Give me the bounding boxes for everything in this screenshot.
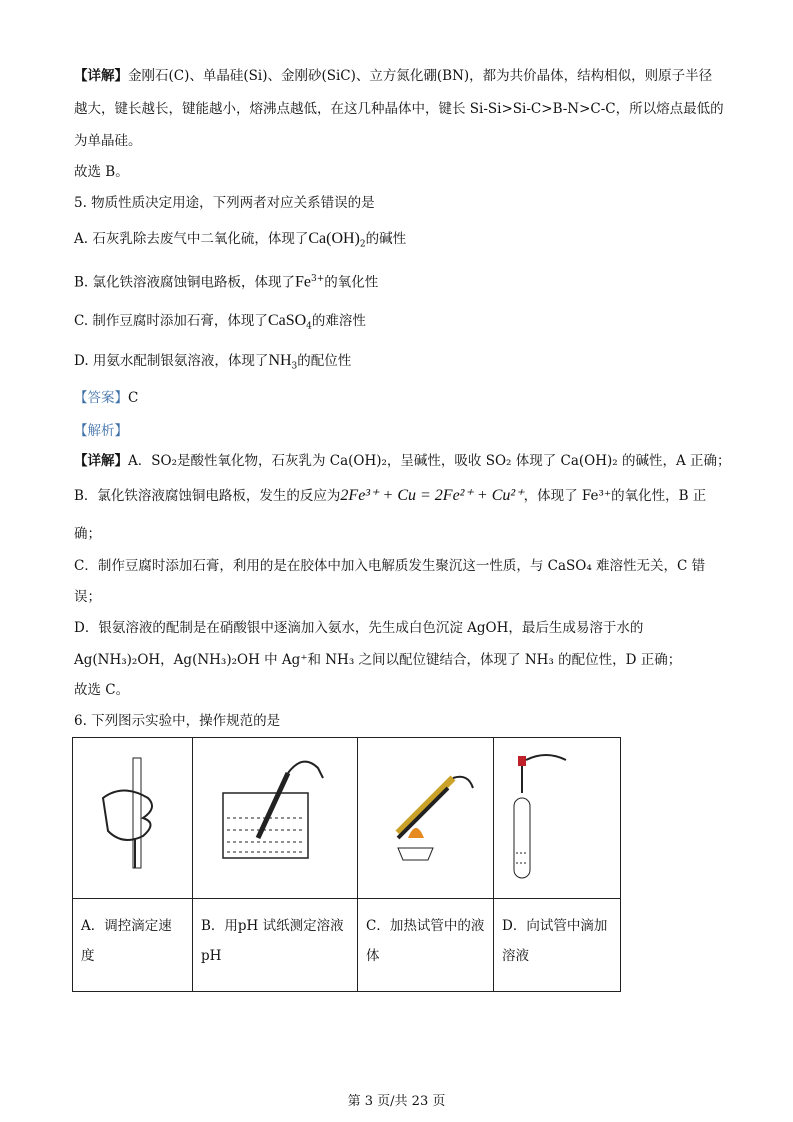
q4-detail-line2: 越大，键长越长，键能越小，熔沸点越低，在这几种晶体中，键长 Si-Si>Si-C>B-N>C-C，所以熔点最低的 [74,101,724,117]
detail-choice: 故选 C。 [74,682,130,698]
detail-a [74,451,731,471]
image-ph-test [193,738,358,899]
q5-option-b [74,269,378,293]
option-b-label: B．用pH 试纸测定溶液pH [201,918,344,964]
text: B．氯化铁溶液腐蚀铜电路板，发生的反应为 [74,488,341,504]
q6-stem: 6. 下列图示实验中，操作规范的是 [74,713,281,729]
detail-b-cont: 确； [74,526,101,542]
text: B. 氯化铁溶液腐蚀铜电路板，体现了 [74,274,296,291]
answer-label: 【答案】 [74,390,128,406]
text: 的碱性 [365,231,407,247]
analysis-label: 【解析】 [74,423,128,439]
detail-c-cont: 误； [74,589,101,605]
q5-stem: 5. 物质性质决定用途，下列两者对应关系错误的是 [74,195,375,211]
formula: CaSO [267,312,307,329]
beaker-illustration-icon [193,738,357,894]
text: 的配位性 [297,353,352,369]
option-d-label: D．向试管中滴加溶液 [502,918,608,964]
sub: 3 [291,361,298,372]
titration-illustration-icon [73,738,192,894]
sup: 3+ [311,274,325,284]
image-titration [73,738,193,899]
option-a-cell [73,899,193,992]
heating-illustration-icon [358,738,493,894]
q5-option-a [74,229,406,255]
q5-option-d [74,351,351,377]
text: 金刚石(C)、单晶硅(Si)、金刚砂(SiC)、立方氮化硼(BN)，都为共价晶体，结构相似，则原子半径 [128,68,713,84]
detail-b [74,486,706,506]
text: 的氧化性 [324,274,379,291]
answer-value: C [128,390,139,406]
dropper-illustration-icon [494,738,620,894]
detail-d: D．银氨溶液的配制是在硝酸银中逐滴加入氨水，先生成白色沉淀 AgOH，最后生成易溶于水的 [74,620,644,636]
q6-options-table [72,737,621,992]
formula: NH [268,352,292,369]
text: ，体现了 Fe³⁺的氧化性，B 正 [523,488,707,504]
option-c-label: C．加热试管中的液体 [366,918,485,964]
formula: Ca(OH) [308,230,360,247]
text: A. 石灰乳除去废气中二氧化硫，体现了 [74,231,309,247]
page-footer: 第 3 页/共 23 页 [347,1094,446,1109]
text: A．SO₂是酸性氧化物，石灰乳为 Ca(OH)₂，呈碱性，吸收 SO₂ 体现了 Ca(OH)₂ 的碱性，A 正确； [128,453,731,469]
q4-detail-line1 [74,66,712,86]
text: C. 制作豆腐时添加石膏，体现了 [74,313,268,329]
image-dropping [494,738,621,899]
q4-choice: 故选 B。 [74,164,129,180]
detail-label: 【详解】 [74,453,128,469]
answer [74,388,138,408]
option-d-cell [494,899,621,992]
sub: 2 [359,239,366,250]
formula: Fe [295,273,312,291]
image-heating [358,738,494,899]
q4-detail-line3: 为单晶硅。 [74,133,142,149]
text: 的难溶性 [311,313,366,329]
detail-d-cont: Ag(NH₃)₂OH，Ag(NH₃)₂OH 中 Ag⁺和 NH₃ 之间以配位键结合，体现了 NH₃ 的配位性，D 正确； [74,652,682,668]
sub: 4 [306,321,312,332]
option-b-cell [193,899,358,992]
detail-label: 【详解】 [74,68,128,84]
text: D. 用氨水配制银氨溶液，体现了 [74,353,269,369]
detail-c: C．制作豆腐时添加石膏，利用的是在胶体中加入电解质发生聚沉这一性质，与 CaSO₄ 难溶性无关，C 错 [74,558,706,574]
q5-option-c [74,311,366,337]
option-c-cell [358,899,494,992]
equation: 2Fe³⁺ + Cu = 2Fe²⁺ + Cu²⁺ [340,487,524,504]
option-a-label: A．调控滴定速度 [81,918,172,964]
